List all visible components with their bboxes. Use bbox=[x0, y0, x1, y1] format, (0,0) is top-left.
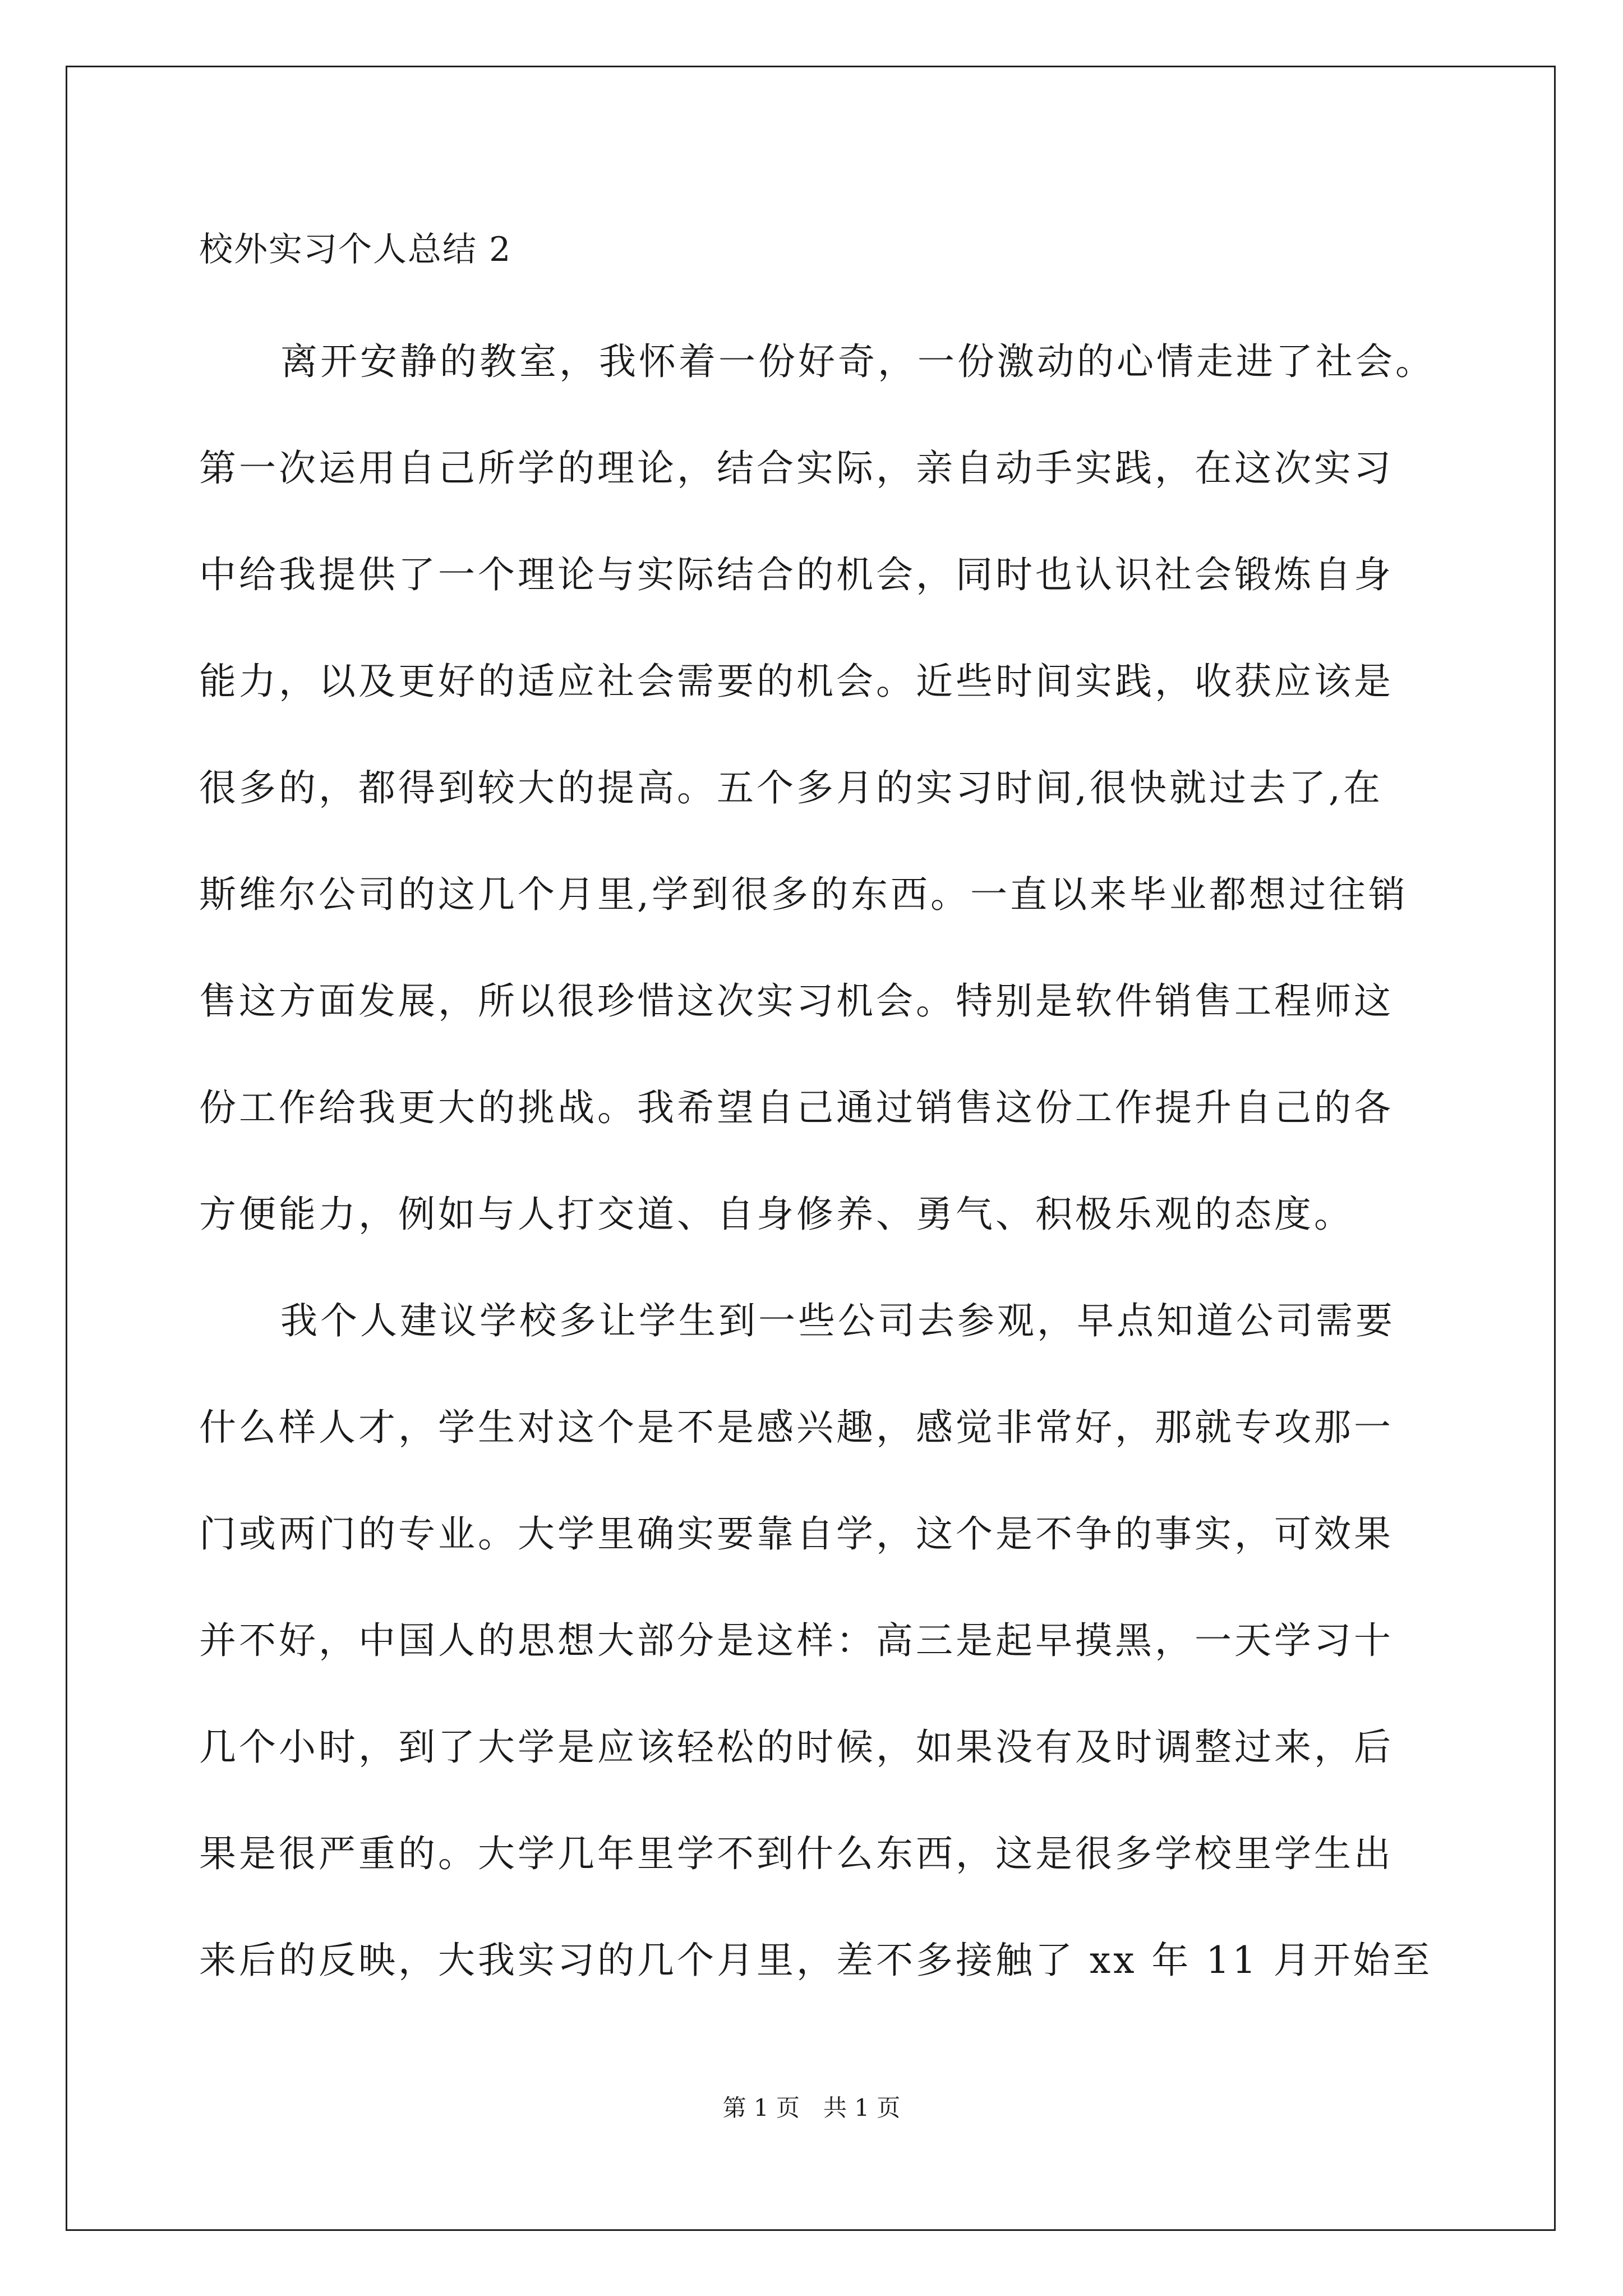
page-number-footer: 第 1 页 共 1 页 bbox=[722, 2094, 901, 2122]
paragraph-line: 果是很严重的。大学几年里学不到什么东西，这是很多学校里学生出 bbox=[199, 1832, 1394, 1875]
paragraph-line: 什么样人才，学生对这个是不是感兴趣，感觉非常好，那就专攻那一 bbox=[199, 1406, 1394, 1449]
paragraph-line: 份工作给我更大的挑战。我希望自己通过销售这份工作提升自己的各 bbox=[199, 1086, 1394, 1129]
paragraph-line: 几个小时，到了大学是应该轻松的时候，如果没有及时调整过来，后 bbox=[199, 1726, 1394, 1769]
paragraph-line: 售这方面发展，所以很珍惜这次实习机会。特别是软件销售工程师这 bbox=[199, 979, 1394, 1023]
paragraph-line: 来后的反映，大我实习的几个月里，差不多接触了 xx 年 11 月开始至 bbox=[199, 1939, 1433, 1982]
document-title: 校外实习个人总结 2 bbox=[199, 230, 512, 269]
paragraph-line: 离开安静的教室，我怀着一份好奇，一份激动的心情走进了社会。 bbox=[280, 340, 1435, 383]
paragraph-line: 并不好，中国人的思想大部分是这样：高三是起早摸黑，一天学习十 bbox=[199, 1619, 1394, 1662]
paragraph-line: 斯维尔公司的这几个月里,学到很多的东西。一直以来毕业都想过往销 bbox=[199, 873, 1408, 916]
paragraph-line: 中给我提供了一个理论与实际结合的机会，同时也认识社会锻炼自身 bbox=[199, 553, 1394, 596]
paragraph-line: 很多的，都得到较大的提高。五个多月的实习时间,很快就过去了,在 bbox=[199, 766, 1383, 809]
page-border bbox=[66, 66, 1556, 2231]
paragraph-line: 能力，以及更好的适应社会需要的机会。近些时间实践，收获应该是 bbox=[199, 660, 1394, 703]
paragraph-line: 我个人建议学校多让学生到一些公司去参观，早点知道公司需要 bbox=[280, 1299, 1395, 1342]
paragraph-line: 方便能力，例如与人打交道、自身修养、勇气、积极乐观的态度。 bbox=[199, 1193, 1354, 1236]
paragraph-line: 门或两门的专业。大学里确实要靠自学，这个是不争的事实，可效果 bbox=[199, 1512, 1394, 1556]
paragraph-line: 第一次运用自己所学的理论，结合实际，亲自动手实践，在这次实习 bbox=[199, 447, 1394, 490]
